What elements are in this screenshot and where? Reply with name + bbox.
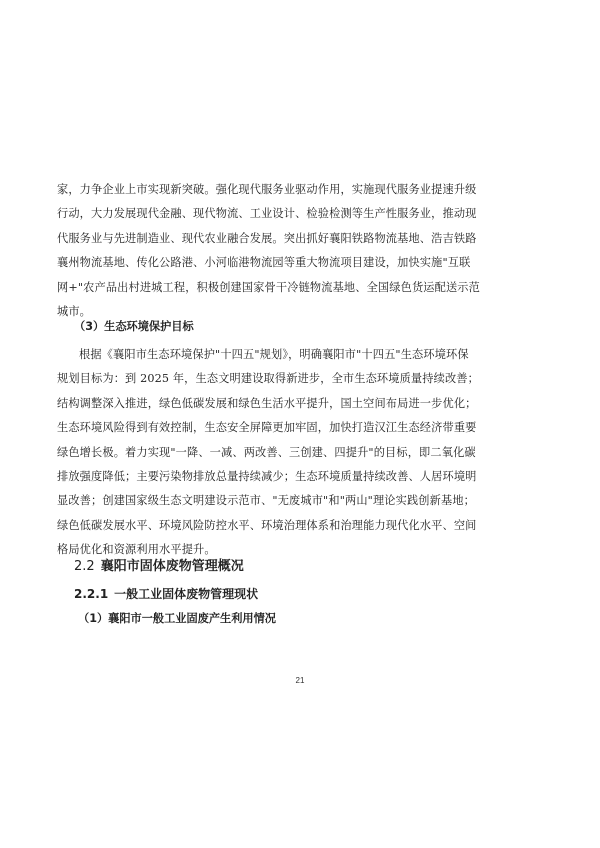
text-line: 根据《襄阳市生态环境保护"十四五"规划》，明确襄阳市"十四五"生态环境环保 (79, 348, 469, 361)
page-number: 21 (295, 676, 305, 685)
text-line: 襄州物流基地、传化公路港、小河临港物流园等重大物流项目建设，加快实施"互联 (57, 256, 471, 270)
text-line: 显改善；创建国家级生态文明建设示范市、"无废城市"和"两山"理论实践创新基地； (57, 494, 475, 508)
paragraph-economy (57, 178, 547, 324)
subsection-heading (74, 585, 258, 602)
text-line: 绿色低碳发展水平、环境风险防控水平、环境治理体系和治理能力现代化水平、空间 (57, 518, 477, 532)
text-line: 城市。 (57, 305, 92, 319)
text-line: 代服务业与先进制造业、现代农业融合发展。突出抓好襄阳铁路物流基地、浩吉铁路 (57, 231, 477, 245)
subsection-number: 2.2.1 (74, 587, 109, 601)
subheading-eco-protection: （3）生态环境保护目标 (74, 320, 194, 333)
section-number: 2.2 (74, 559, 95, 574)
text-line: 结构调整深入推进，绿色低碳发展和绿色生活水平提升，国土空间布局进一步优化； (57, 396, 477, 410)
section-heading (74, 555, 244, 574)
text-line: 生态环境风险得到有效控制，生态安全屏障更加牢固，加快打造汉江生态经济带重要 (57, 421, 477, 435)
text-line: 格局优化和资源利用水平提升。 (57, 543, 216, 557)
subsection-title: 一般工业固体废物管理现状 (114, 587, 259, 601)
paragraph-eco-goals (57, 343, 547, 563)
text-line: 排放强度降低；主要污染物排放总量持续减少；生态环境质量持续改善、人居环境明 (57, 470, 477, 484)
text-line: 规划目标为：到 2025 年，生态文明建设取得新进步，全市生态环境质量持续改善； (57, 372, 479, 386)
text-line: 网+"农产品出村进城工程，积极创建国家骨干冷链物流基地、全国绿色货运配送示范 (57, 280, 480, 294)
text-line: 行动，大力发展现代金融、现代物流、工业设计、检验检测等生产性服务业，推动现 (57, 207, 477, 221)
text-line: 家，力争企业上市实现新突破。强化现代服务业驱动作用，实施现代服务业提速升级 (57, 183, 477, 196)
item-heading: （1）襄阳市一般工业固废产生利用情况 (78, 612, 276, 625)
text-line: 绿色增长极。着力实现"一降、一减、两改善、三创建、四提升"的目标，即二氧化碳 (57, 445, 476, 459)
section-title: 襄阳市固体废物管理概况 (100, 559, 244, 574)
